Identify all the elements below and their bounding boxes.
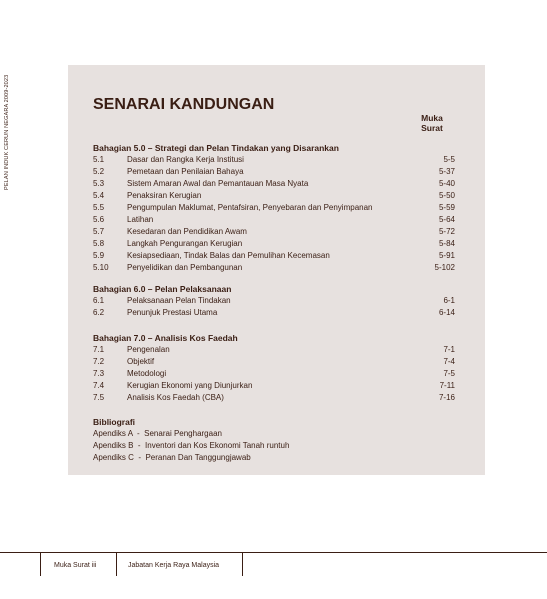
page-title: SENARAI KANDUNGAN xyxy=(93,96,275,113)
toc-number: 5.7 xyxy=(93,227,105,236)
footer-page-label: Muka Surat iii xyxy=(54,562,97,569)
toc-number: 7.5 xyxy=(93,393,105,402)
contents-panel xyxy=(68,65,485,475)
toc-row xyxy=(93,295,455,307)
toc-row xyxy=(93,154,455,166)
toc-page: 5-59 xyxy=(438,203,455,212)
toc-page: 6-14 xyxy=(438,308,455,317)
appendix-entry: Apendiks C - Peranan Dan Tanggungjawab xyxy=(93,453,251,462)
toc-page: 5-102 xyxy=(434,263,455,272)
toc-entry: Analisis Kos Faedah (CBA) xyxy=(127,393,224,402)
toc-number: 7.4 xyxy=(93,381,105,390)
section-7 xyxy=(93,332,455,404)
toc-number: 5.5 xyxy=(93,203,105,212)
toc-row xyxy=(93,226,455,238)
toc-page: 7-1 xyxy=(443,345,455,354)
toc-number: 5.9 xyxy=(93,251,105,260)
toc-page: 7-4 xyxy=(443,357,455,366)
section-heading: Bahagian 7.0 – Analisis Kos Faedah xyxy=(93,333,238,343)
toc-entry: Latihan xyxy=(127,215,154,224)
toc-entry: Langkah Pengurangan Kerugian xyxy=(127,239,243,248)
page-column-header xyxy=(412,113,452,133)
bibliography-heading: Bibliografi xyxy=(93,417,136,427)
toc-number: 6.2 xyxy=(93,308,105,317)
toc-entry: Pemetaan dan Penilaian Bahaya xyxy=(127,167,244,176)
toc-number: 5.8 xyxy=(93,239,105,248)
bibliography-section xyxy=(93,416,455,464)
toc-row xyxy=(93,214,455,226)
toc-entry: Pengumpulan Maklumat, Pentafsiran, Penyebaran dan Penyimpanan xyxy=(127,203,373,212)
toc-entry: Objektif xyxy=(127,357,155,366)
toc-number: 5.2 xyxy=(93,167,105,176)
toc-page: 5-37 xyxy=(438,167,455,176)
toc-page: 5-5 xyxy=(443,155,455,164)
toc-page: 5-64 xyxy=(438,215,455,224)
toc-page: 5-84 xyxy=(438,239,455,248)
toc-row xyxy=(93,262,455,274)
toc-entry: Kesedaran dan Pendidikan Awam xyxy=(127,227,247,236)
toc-row xyxy=(93,178,455,190)
toc-row xyxy=(93,307,455,319)
toc-number: 5.10 xyxy=(93,263,109,272)
section-heading: Bahagian 6.0 – Pelan Pelaksanaan xyxy=(93,284,232,294)
toc-entry: Kerugian Ekonomi yang Diunjurkan xyxy=(127,381,253,390)
toc-page: 6-1 xyxy=(443,296,455,305)
toc-entry: Metodologi xyxy=(127,369,167,378)
toc-page: 5-50 xyxy=(438,191,455,200)
toc-entry: Penunjuk Prestasi Utama xyxy=(127,308,218,317)
side-running-title: PELAN INDUK CERUN NEGARA 2009-2023 xyxy=(4,74,10,191)
toc-row xyxy=(93,250,455,262)
toc-entry: Penyelidikan dan Pembangunan xyxy=(127,263,243,272)
footer-department: Jabatan Kerja Raya Malaysia xyxy=(128,562,220,569)
page-column-header-line-1: Muka xyxy=(421,113,443,123)
toc-number: 5.1 xyxy=(93,155,105,164)
toc-page: 7-11 xyxy=(439,381,455,390)
toc-row xyxy=(93,344,455,356)
toc-row xyxy=(93,190,455,202)
toc-page: 5-72 xyxy=(438,227,455,236)
toc-number: 5.6 xyxy=(93,215,105,224)
toc-entry: Dasar dan Rangka Kerja Institusi xyxy=(127,155,244,164)
toc-entry: Pelaksanaan Pelan Tindakan xyxy=(127,296,231,305)
toc-page: 5-91 xyxy=(438,251,455,260)
toc-entry: Pengenalan xyxy=(127,345,170,354)
toc-number: 6.1 xyxy=(93,296,105,305)
toc-page: 7-16 xyxy=(438,393,455,402)
page-column-header-line-2: Surat xyxy=(421,123,443,133)
toc-number: 5.4 xyxy=(93,191,105,200)
toc-row xyxy=(93,166,455,178)
toc-row xyxy=(93,368,455,380)
section-heading: Bahagian 5.0 – Strategi dan Pelan Tindakan yang Disarankan xyxy=(93,143,339,153)
toc-row xyxy=(93,380,455,392)
toc-number: 5.3 xyxy=(93,179,105,188)
toc-number: 7.2 xyxy=(93,357,105,366)
footer-separator xyxy=(40,552,41,576)
appendix-entry: Apendiks A - Senarai Penghargaan xyxy=(93,429,222,438)
section-6 xyxy=(93,283,455,319)
footer-divider xyxy=(0,552,547,553)
section-5 xyxy=(93,142,455,274)
toc-row xyxy=(93,392,455,404)
toc-page: 5-40 xyxy=(438,179,455,188)
footer-separator xyxy=(242,552,243,576)
toc-number: 7.1 xyxy=(93,345,105,354)
toc-entry: Kesiapsediaan, Tindak Balas dan Pemulihan Kecemasan xyxy=(127,251,330,260)
footer-separator xyxy=(116,552,117,576)
toc-row xyxy=(93,356,455,368)
toc-entry: Sistem Amaran Awal dan Pemantauan Masa Nyata xyxy=(127,179,309,188)
toc-row xyxy=(93,202,455,214)
toc-row xyxy=(93,238,455,250)
toc-entry: Penaksiran Kerugian xyxy=(127,191,202,200)
appendix-entry: Apendiks B - Inventori dan Kos Ekonomi Tanah runtuh xyxy=(93,441,290,450)
toc-page: 7-5 xyxy=(443,369,455,378)
toc-number: 7.3 xyxy=(93,369,105,378)
